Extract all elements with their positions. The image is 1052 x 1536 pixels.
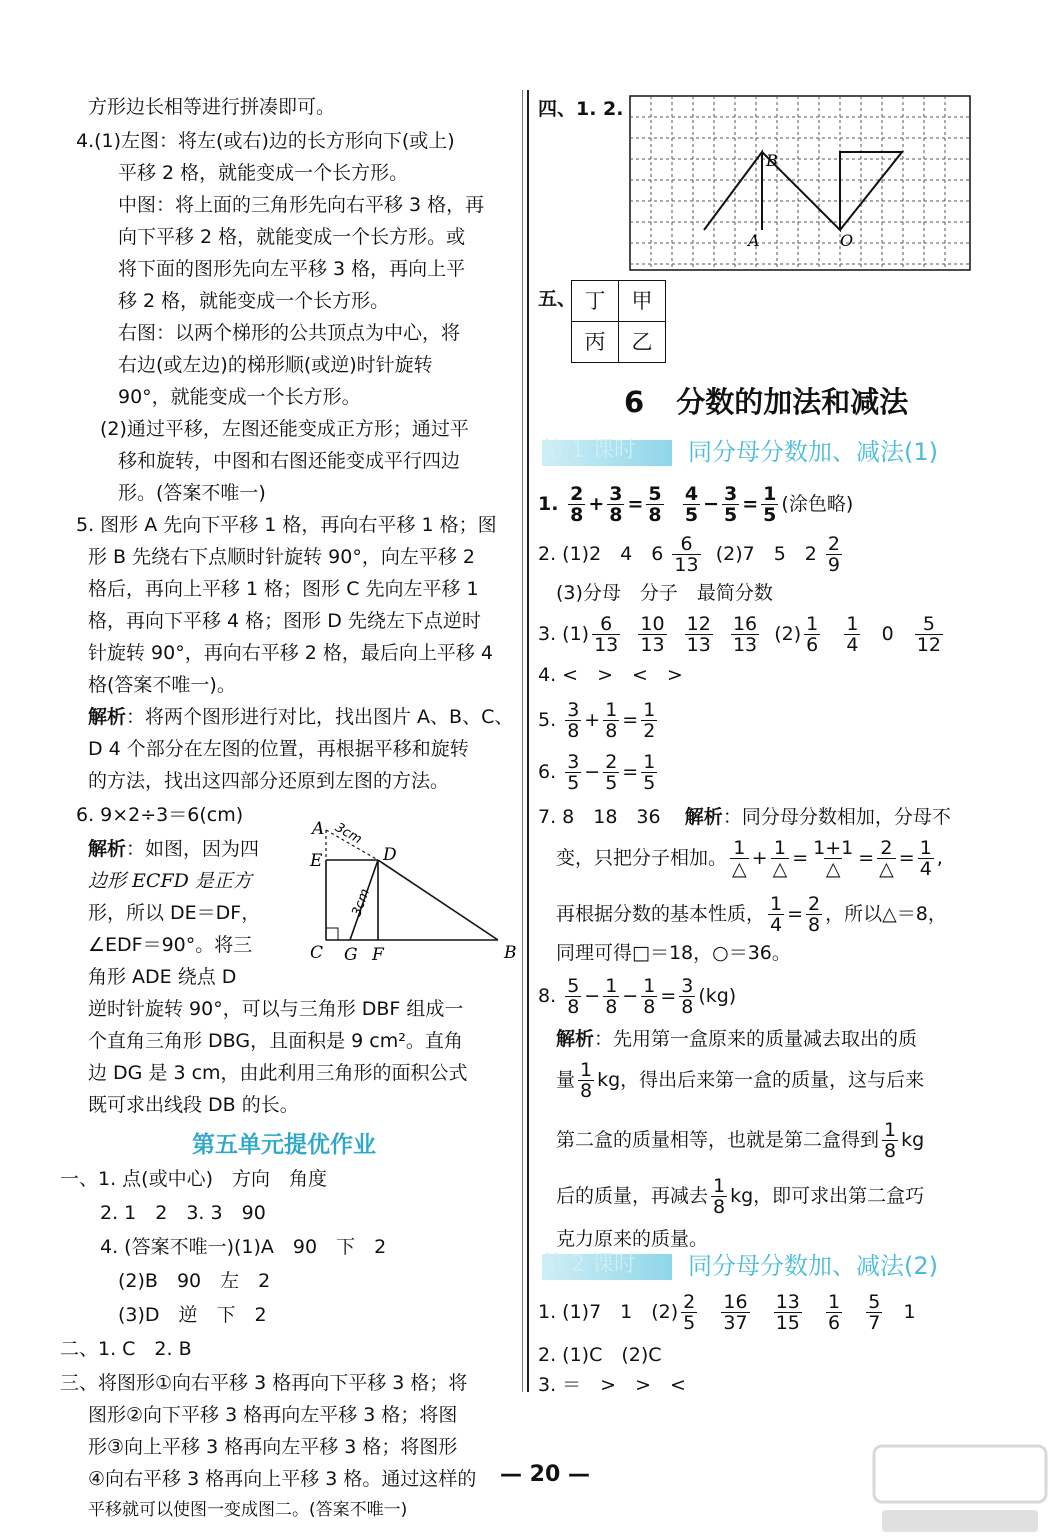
text-line: 格(答案不唯一)。 — [88, 674, 236, 696]
text-line: 格后，再向上平移 1 格；图形 C 先向左平移 1 — [88, 578, 479, 600]
r6-label: 6. — [538, 761, 557, 783]
lesson1-heading — [542, 440, 938, 466]
text-line: ④向右平移 3 格再向上平移 3 格。通过这样的 — [88, 1468, 477, 1490]
answer-table — [571, 280, 666, 363]
text-line: 边形 ECFD 是正方 — [88, 870, 252, 892]
analysis-line — [88, 708, 513, 727]
grid-label-b: B — [766, 151, 778, 170]
r21-one: 1 — [903, 1301, 916, 1323]
triangle-figure — [300, 819, 520, 980]
chapter-number: 6 — [624, 385, 645, 419]
r2-a: 2. (1)2 4 6 — [538, 543, 664, 565]
lesson1-title: 同分母分数加、减法(1) — [688, 438, 938, 466]
text-line: 方形边长相等进行拼凑即可。 — [88, 96, 336, 118]
r8-c2: kg — [901, 1129, 925, 1151]
q5: 5. 图形 A 先向下平移 1 格，再向右平移 1 格；图 — [76, 514, 497, 536]
text-line: D 4 个部分在左图的位置，再根据平移和旋转 — [88, 738, 469, 760]
fig-label-b: B — [504, 943, 517, 963]
q4-1: 4.(1)左图：将左(或右)边的长方形向下(或上) — [76, 130, 455, 152]
r8: 8. $\frac{5}{8}$ − $\frac{1}{8}$ − $\frac{1}{8}$ = $\frac{3}{8}$ (kg) — [538, 975, 737, 1018]
r7-d: 同理可得□＝18，○＝36。 — [556, 942, 791, 964]
text-line: 90°，就能变成一个长方形。 — [118, 386, 361, 408]
analysis-label: 解析 — [684, 806, 723, 828]
chapter-heading — [624, 385, 909, 419]
column-divider — [527, 90, 529, 1392]
table-cell: 丙 — [572, 322, 619, 363]
page-number-value: 20 — [529, 1462, 561, 1487]
r8-label: 8. — [538, 985, 557, 1007]
fig-length-dg: 3cm — [349, 886, 374, 919]
r1-label: 1. — [538, 493, 559, 515]
text-line: 既可求出线段 DB 的长。 — [88, 1094, 299, 1116]
text-line: 图形②向下平移 3 格再向左平移 3 格；将图 — [88, 1404, 458, 1426]
r3: 3. (1) $\frac{6}{13}$ $\frac{10}{13}$ $\frac{12}{13}$ $\frac{16}{13}$ (2) $\frac{1}{6}$ $\frac{1}{4}$ 0 $\frac{5}{12}$ — [538, 613, 941, 656]
lesson1-prefix: 第 1 课时 — [542, 440, 672, 466]
r5-label: 5. — [538, 709, 557, 731]
analysis-text: ：如图，因为四 — [126, 838, 260, 860]
s1-1: 一、1. 点(或中心) 方向 角度 — [60, 1168, 327, 1190]
lesson2-title: 同分母分数加、减法(2) — [688, 1252, 938, 1280]
text-line: 右图：以两个梯形的公共顶点为中心，将 — [118, 322, 461, 344]
grid-figure — [628, 94, 984, 274]
r8-d2: kg，即可求出第二盒巧 — [730, 1185, 925, 1207]
r8-e: 克力原来的质量。 — [556, 1228, 709, 1250]
page-number: — 20 — — [500, 1462, 590, 1487]
r8-c1: 第二盒的质量相等，也就是第二盒得到 — [556, 1129, 880, 1151]
table-cell: 甲 — [619, 281, 666, 322]
analysis-text: ：将两个图形进行对比，找出图片 A、B、C、 — [126, 706, 514, 728]
s3: 三、将图形①向右平移 3 格再向下平移 3 格；将 — [60, 1372, 468, 1394]
s5-label: 五、 — [538, 288, 577, 310]
fig-label-c: C — [310, 943, 324, 963]
fig-label-f: F — [372, 945, 384, 965]
fig-label-e: E — [310, 851, 323, 871]
text-line: 形，所以 DE＝DF， — [88, 902, 261, 924]
fig-label-g: G — [344, 945, 358, 965]
r23: 3. ＝ > > < — [538, 1374, 686, 1396]
text-line: 角形 ADE 绕点 D — [88, 966, 237, 988]
r8-c: 第二盒的质量相等，也就是第二盒得到 $\frac{1}{8}$ kg — [556, 1119, 925, 1162]
analysis-text: ：先用第一盒原来的质量减去取出的质 — [594, 1028, 918, 1050]
r3-a: 3. (1) — [538, 623, 590, 645]
r1: 1. $\frac{2}{8}$ + $\frac{3}{8}$ = $\frac{5}{8}$ $\frac{4}{5}$ − $\frac{3}{5}$ = $\frac{1}{5}$ (涂色略) — [538, 483, 854, 526]
r6: 6. $\frac{3}{5}$ − $\frac{2}{5}$ = $\frac{1}{5}$ — [538, 751, 656, 794]
fig-label-d: D — [383, 845, 397, 865]
text-line: 移和旋转，中图和右图还能变成平行四边 — [118, 450, 461, 472]
r2-c: (3)分母 分子 最简分数 — [556, 582, 773, 604]
grid-label-a: A — [748, 231, 760, 250]
fig-length-ad: 3cm — [332, 820, 365, 848]
text-line: 的方法，找出这四部分还原到左图的方法。 — [88, 770, 450, 792]
r7-line3: 再根据分数的基本性质， $\frac{1}{4}$ = $\frac{2}{8}$ ，所以△＝8， — [556, 893, 947, 936]
r7 — [538, 808, 951, 827]
r2: 2. (1)2 4 6 $\frac{6}{13}$ (2)7 5 2 $\frac{2}{9}$ — [538, 533, 841, 576]
r7-a: 7. 8 18 36 — [538, 806, 661, 828]
analysis-line — [556, 1030, 917, 1049]
r22: 2. (1)C (2)C — [538, 1344, 662, 1366]
text-line: 平移就可以使图一变成图二。(答案不唯一) — [88, 1500, 408, 1520]
s2: 二、1. C 2. B — [60, 1338, 192, 1360]
r2-b: (2)7 5 2 — [715, 543, 817, 565]
s4-label: 四、1. 2. — [538, 98, 624, 120]
r1-tail: (涂色略) — [781, 493, 854, 515]
lesson2-prefix: 第 2 课时 — [542, 1254, 672, 1280]
s1-4: 4. (答案不唯一)(1)A 90 下 2 — [100, 1236, 387, 1258]
column-divider-thin — [522, 90, 523, 1392]
r3-b: (2) — [774, 623, 802, 645]
s1-2: 2. 1 2 3. 3 90 — [100, 1202, 266, 1224]
watermark-logo — [870, 1440, 1050, 1536]
lesson2-heading — [542, 1254, 938, 1280]
table-cell: 乙 — [619, 322, 666, 363]
text-line: 形。(答案不唯一) — [118, 482, 266, 504]
fig-label-a: A — [312, 819, 325, 839]
analysis-label: 解析 — [556, 1028, 595, 1050]
text-line: 个直角三角形 DBG，且面积是 9 cm²。直角 — [88, 1030, 463, 1052]
r8-unit: (kg) — [698, 985, 737, 1007]
r7-c: 再根据分数的基本性质， — [556, 903, 766, 925]
r8-b1: 量 — [556, 1069, 576, 1091]
r21: 1. (1)7 1 (2) $\frac{2}{5}$ $\frac{16}{37}$ $\frac{13}{15}$ $\frac{1}{6}$ $\frac{5}{7}$ 1 — [538, 1291, 916, 1334]
text-line: ∠EDF＝90°。将三 — [88, 934, 253, 956]
q6: 6. 9×2÷3＝6(cm) — [76, 804, 244, 826]
r8-d1: 后的质量，再减去 — [556, 1185, 709, 1207]
text-line: 形③向上平移 3 格再向左平移 3 格；将图形 — [88, 1436, 458, 1458]
unit5-heading: 第五单元提优作业 — [192, 1132, 376, 1158]
text-line: 移 2 格，就能变成一个长方形。 — [118, 290, 390, 312]
analysis-label: 解析 — [88, 706, 127, 728]
text-line: 平移 2 格，就能变成一个长方形。 — [118, 162, 409, 184]
r7-line2: 变，只把分子相加。 $\frac{1}{\triangle}$ + $\frac{1}{\triangle}$ = $\frac{1+1}{\triangle}$ = $\frac{2}{\triangle}$ = $\frac{1}{4}$ , — [556, 837, 943, 880]
text-line: 右边(或左边)的梯形顺(或逆)时针旋转 — [118, 354, 433, 376]
analysis-label: 解析 — [88, 838, 127, 860]
text-line: 格，再向下平移 4 格；图形 D 先绕左下点逆时 — [88, 610, 481, 632]
table-cell: 丁 — [572, 281, 619, 322]
text-line: 中图：将上面的三角形先向右平移 3 格，再 — [118, 194, 485, 216]
r21-a: 1. (1)7 1 (2) — [538, 1301, 679, 1323]
r4: 4. < > < > — [538, 664, 683, 686]
text-line: 针旋转 90°，再向右平移 2 格，最后向上平移 4 — [88, 642, 494, 664]
text-line: 将下面的图形先向左平移 3 格，再向上平 — [118, 258, 466, 280]
r5: 5. $\frac{3}{8}$ + $\frac{1}{8}$ = $\frac{1}{2}$ — [538, 699, 656, 742]
r8-b2: kg，得出后来第一盒的质量，这与后来 — [597, 1069, 925, 1091]
text-line: 边 DG 是 3 cm，由此利用三角形的面积公式 — [88, 1062, 468, 1084]
analysis-text: ：同分母分数相加，分母不 — [722, 806, 951, 828]
r7-c2: ，所以△＝8， — [825, 903, 947, 925]
r3-zero: 0 — [881, 623, 894, 645]
chapter-title: 分数的加法和减法 — [676, 385, 909, 419]
s1-4c: (3)D 逆 下 2 — [118, 1304, 267, 1326]
text-line: 形 B 先绕右下点顺时针旋转 90°，向左平移 2 — [88, 546, 475, 568]
r7-b: 变，只把分子相加。 — [556, 847, 728, 869]
q4-2: (2)通过平移，左图还能变成正方形；通过平 — [100, 418, 469, 440]
analysis-line — [88, 840, 259, 859]
text-line: 向下平移 2 格，就能变成一个长方形。或 — [118, 226, 466, 248]
s1-4b: (2)B 90 左 2 — [118, 1270, 271, 1292]
r8-b: 量 $\frac{1}{8}$ kg，得出后来第一盒的质量，这与后来 — [556, 1059, 925, 1102]
text-line: 逆时针旋转 90°，可以与三角形 DBF 组成一 — [88, 998, 464, 1020]
r8-d: 后的质量，再减去 $\frac{1}{8}$ kg，即可求出第二盒巧 — [556, 1175, 925, 1218]
grid-label-o: O — [840, 231, 854, 250]
